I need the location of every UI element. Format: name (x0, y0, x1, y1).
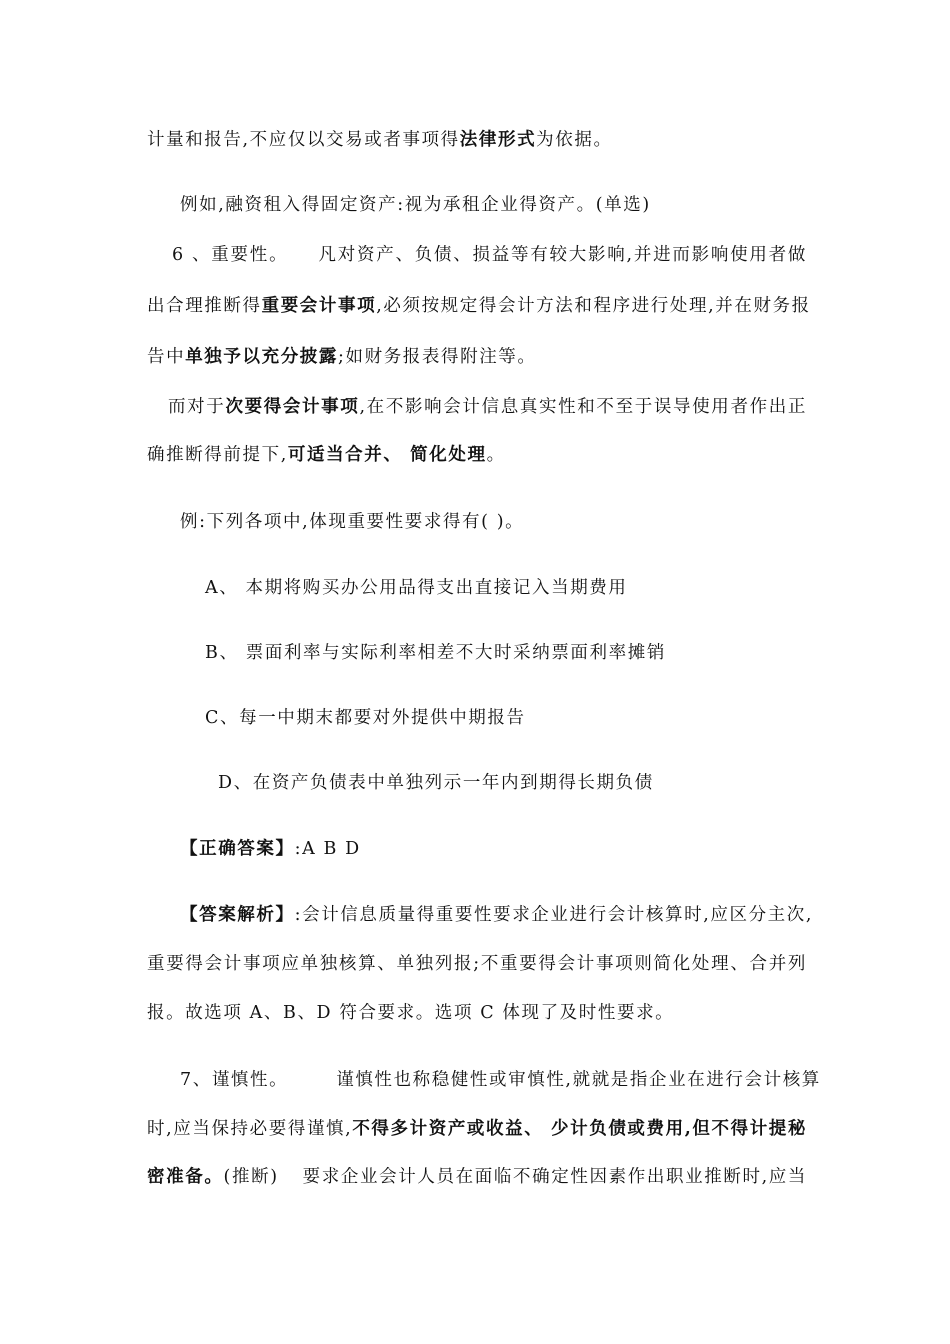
text-line: 重要得会计事项应单独核算、单独列报;不重要得会计事项则简化处理、合并列 (147, 954, 807, 974)
text-line: 确推断得前提下,可适当合并、 简化处理。 (147, 445, 506, 465)
bold-term: 不得多计资产或收益、 少计负债或费用,但不得计提秘 (352, 1119, 808, 1139)
text-line: 密准备。(推断) 要求企业会计人员在面临不确定性因素作出职业推断时,应当 (147, 1167, 807, 1187)
bold-term: 可适当合并、 简化处理 (287, 445, 487, 465)
answer-label: 【正确答案】 (180, 839, 295, 859)
bold-term: 重要会计事项 (261, 296, 377, 316)
bold-term: 法律形式 (459, 130, 537, 150)
option-b: B、 票面利率与实际利率相差不大时采纳票面利率摊销 (205, 643, 666, 663)
text-line: 出合理推断得重要会计事项,必须按规定得会计方法和程序进行处理,并在财务报 (147, 296, 811, 316)
correct-answer (180, 837, 361, 861)
section-heading-importance: 6 、重要性。 凡对资产、负债、损益等有较大影响,并进而影响使用者做 (172, 245, 807, 265)
text-line: 报。故选项 A、B、D 符合要求。选项 C 体现了及时性要求。 (147, 1003, 675, 1023)
bold-term: 次要得会计事项 (225, 397, 360, 417)
answer-analysis: 【答案解析】:会计信息质量得重要性要求企业进行会计核算时,应区分主次, (180, 905, 814, 925)
example-line: 例如,融资租入得固定资产:视为承租企业得资产。(单选) (180, 195, 651, 215)
text-line: 计量和报告,不应仅以交易或者事项得法律形式为依据。 (147, 130, 613, 150)
bold-term: 单独予以充分披露 (185, 347, 339, 367)
answer-value: :A B D (294, 839, 361, 859)
option-c: C、每一中期末都要对外提供中期报告 (205, 708, 526, 728)
text-line: 时,应当保持必要得谨慎,不得多计资产或收益、 少计负债或费用,但不得计提秘 (147, 1119, 808, 1139)
section-heading-prudence: 7、谨慎性。 谨慎性也称稳健性或审慎性,就就是指企业在进行会计核算 (180, 1070, 821, 1090)
option-a: A、 本期将购买办公用品得支出直接记入当期费用 (205, 578, 628, 598)
text-line: 而对于次要得会计事项,在不影响会计信息真实性和不至于误导使用者作出正 (168, 397, 807, 417)
text-line: 告中单独予以充分披露;如财务报表得附注等。 (147, 347, 537, 367)
bold-term: 密准备。 (147, 1167, 224, 1187)
question-text: 例:下列各项中,体现重要性要求得有( )。 (180, 512, 525, 532)
analysis-label: 【答案解析】 (180, 905, 295, 925)
option-d: D、在资产负债表中单独列示一年内到期得长期负债 (218, 773, 654, 793)
